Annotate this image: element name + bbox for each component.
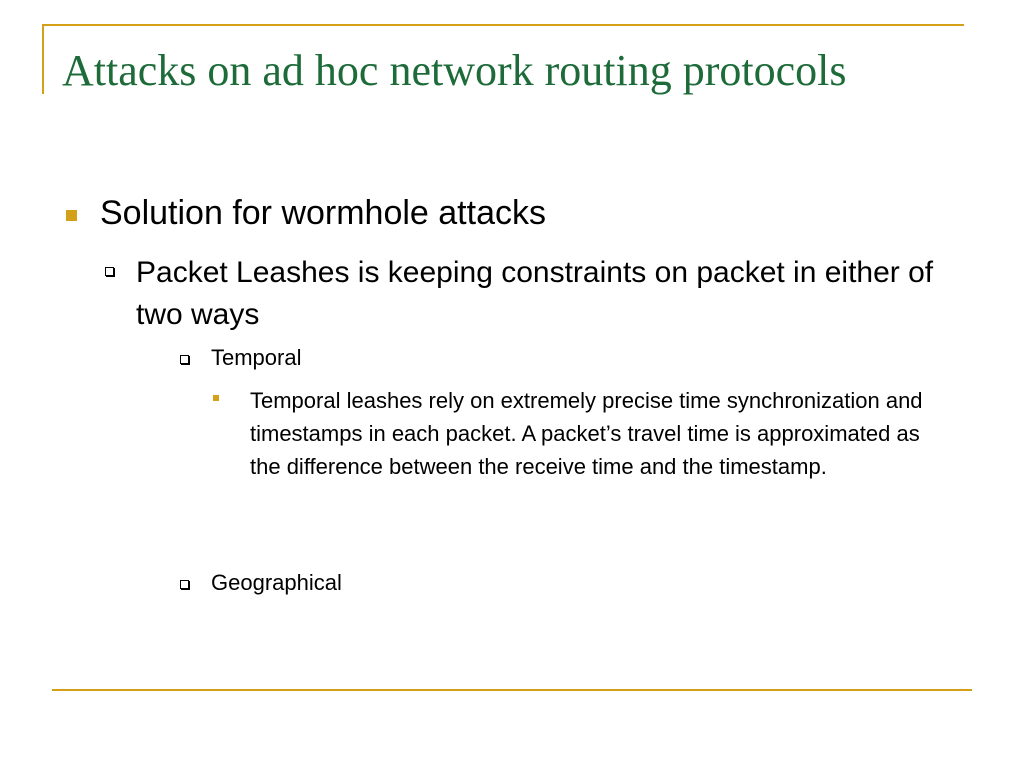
- filled-square-bullet-icon: [66, 210, 77, 221]
- hollow-square-bullet-icon: [180, 580, 189, 589]
- hollow-square-bullet-icon: [180, 355, 189, 364]
- bullet-level3-temporal: Temporal: [211, 345, 302, 370]
- bullet-level2-text: Packet Leashes is keeping constraints on packet in either of two ways: [136, 256, 934, 331]
- slide-title: Attacks on ad hoc network routing protocols: [62, 46, 847, 95]
- frame-top-line: [42, 24, 964, 26]
- small-filled-square-bullet-icon: [213, 395, 219, 401]
- bullet-level4-text: Temporal leashes rely on extremely precise time synchronization and timestamps in each packet. A packet’s travel time is approximated as the difference between the receive time and the timestamp.: [250, 388, 923, 479]
- bullet-level1-text: Solution for wormhole attacks: [100, 194, 546, 232]
- hollow-square-bullet-icon: [105, 267, 114, 276]
- frame-bottom-line: [52, 689, 972, 691]
- frame-left-line: [42, 24, 44, 94]
- bullet-level3-geographical: Geographical: [211, 570, 342, 595]
